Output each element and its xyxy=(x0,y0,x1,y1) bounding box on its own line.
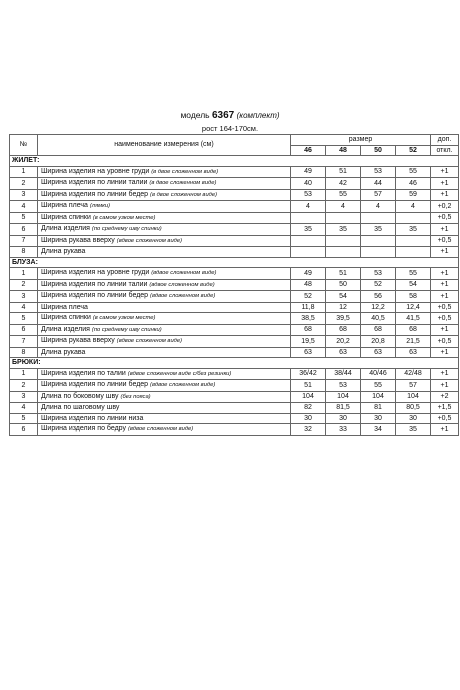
size-value: 30 xyxy=(361,413,396,424)
measurement-name: Длина рукава xyxy=(41,348,86,356)
size-46: 46 xyxy=(291,145,326,156)
row-number: 3 xyxy=(10,391,38,403)
measurement-name-cell xyxy=(38,302,291,313)
table-row xyxy=(10,178,459,190)
size-value xyxy=(361,247,396,258)
measurement-name-cell xyxy=(38,291,291,303)
table-row xyxy=(10,336,459,348)
measurement-name-cell xyxy=(38,424,291,436)
measurement-name: Ширина изделия по бедру xyxy=(41,425,126,432)
measurement-name-cell xyxy=(38,368,291,380)
measurement-name: Ширина изделия по линии талии xyxy=(41,280,148,288)
size-52: 52 xyxy=(396,145,431,156)
size-value: 49 xyxy=(291,268,326,280)
measurement-note: (вдвое сложенном виде) xyxy=(149,281,215,288)
measurement-note: (в двое сложенном виде) xyxy=(149,180,217,186)
measurement-name: Длина рукава xyxy=(41,248,86,255)
tolerance-value: +0,5 xyxy=(431,212,459,224)
size-value: 53 xyxy=(361,268,396,280)
measurement-name: Ширина рукава вверху xyxy=(41,236,115,244)
table-row xyxy=(10,403,459,414)
measurement-name: Ширина изделия по линии бедер xyxy=(41,292,149,299)
measurement-name: Ширина спинки xyxy=(41,314,91,321)
size-value: 30 xyxy=(396,413,431,424)
size-value: 104 xyxy=(396,391,431,403)
size-value: 51 xyxy=(326,268,361,280)
measurement-name-cell xyxy=(38,189,291,201)
size-value: 40 xyxy=(291,178,326,190)
table-row xyxy=(10,189,459,201)
size-value: 52 xyxy=(361,279,396,291)
size-value: 38/44 xyxy=(326,368,361,380)
table-row xyxy=(10,279,459,291)
measurement-name-cell xyxy=(38,235,291,247)
size-value: 20,8 xyxy=(361,336,396,348)
size-value: 4 xyxy=(291,201,326,213)
measurement-name: Ширина изделия по линии низа xyxy=(41,414,144,422)
measurement-name-cell xyxy=(38,224,291,236)
col-size-header: размер xyxy=(291,135,431,146)
measurement-name: Ширина рукава вверху xyxy=(41,337,115,344)
measurement-name-cell xyxy=(38,391,291,403)
measurement-name: Ширина изделия на уровне груди xyxy=(41,167,150,175)
size-value: 104 xyxy=(361,391,396,403)
size-value xyxy=(291,247,326,258)
size-value xyxy=(361,235,396,247)
tolerance-value: +0,5 xyxy=(431,413,459,424)
table-row xyxy=(10,324,459,336)
measurement-name: Длина изделия xyxy=(41,225,90,232)
row-number: 8 xyxy=(10,247,38,258)
col-tol-header-1: доп. xyxy=(431,135,459,146)
measurement-note: (вдвое сложенном виде) xyxy=(151,270,217,276)
row-number: 1 xyxy=(10,268,38,280)
size-value xyxy=(291,212,326,224)
size-value: 54 xyxy=(326,291,361,303)
size-value: 63 xyxy=(361,347,396,358)
row-number: 6 xyxy=(10,324,38,336)
size-value: 63 xyxy=(326,347,361,358)
size-value: 80,5 xyxy=(396,403,431,414)
table-row xyxy=(10,247,459,258)
measurement-name-cell xyxy=(38,178,291,190)
measurements-table xyxy=(9,134,459,436)
table-row xyxy=(10,235,459,247)
size-value: 42 xyxy=(326,178,361,190)
size-value xyxy=(396,235,431,247)
table-row xyxy=(10,424,459,436)
height-range: рост 164-170см. xyxy=(201,124,259,133)
measurement-name: Ширина плеча xyxy=(41,303,88,311)
measurement-note: (вдвое сложенном виде) xyxy=(116,338,183,344)
size-value: 49 xyxy=(291,166,326,178)
size-value: 59 xyxy=(396,189,431,201)
row-number: 4 xyxy=(10,302,38,313)
size-value: 21,5 xyxy=(396,336,431,348)
size-value: 55 xyxy=(326,189,361,201)
tolerance-value: +1 xyxy=(431,380,459,392)
size-value: 53 xyxy=(291,189,326,201)
size-value: 33 xyxy=(326,424,361,436)
size-value: 12,4 xyxy=(396,302,431,313)
measurement-name-cell xyxy=(38,268,291,280)
size-value xyxy=(396,247,431,258)
row-number: 3 xyxy=(10,189,38,201)
measurement-name-cell xyxy=(38,324,291,336)
measurement-name-cell xyxy=(38,380,291,392)
table-row xyxy=(10,347,459,358)
tolerance-value: +1 xyxy=(431,424,459,436)
col-name-header: наименование измерения (см) xyxy=(38,135,291,156)
measurement-name-cell xyxy=(38,347,291,358)
size-value: 51 xyxy=(326,166,361,178)
size-value: 4 xyxy=(326,201,361,213)
row-number: 5 xyxy=(10,413,38,424)
measurement-name-cell xyxy=(38,212,291,224)
size-value: 35 xyxy=(396,224,431,236)
col-tol-header-2: откл. xyxy=(431,145,459,156)
measurement-name-cell xyxy=(38,201,291,213)
size-value: 104 xyxy=(326,391,361,403)
size-value: 68 xyxy=(326,324,361,336)
tolerance-value: +2 xyxy=(431,391,459,403)
size-value: 35 xyxy=(291,224,326,236)
size-value: 4 xyxy=(396,201,431,213)
table-row xyxy=(10,368,459,380)
size-value: 82 xyxy=(291,403,326,414)
table-row xyxy=(10,201,459,213)
size-value: 42/48 xyxy=(396,368,431,380)
header-row xyxy=(10,135,459,146)
row-number: 2 xyxy=(10,178,38,190)
tolerance-value: +0,5 xyxy=(431,235,459,247)
size-value: 35 xyxy=(326,224,361,236)
section-title: БЛУЗА: xyxy=(10,257,459,268)
measurement-name: Длина изделия xyxy=(41,325,90,333)
size-value: 32 xyxy=(291,424,326,436)
size-value: 34 xyxy=(361,424,396,436)
tolerance-value: +0,5 xyxy=(431,313,459,325)
size-value: 55 xyxy=(396,268,431,280)
size-value: 53 xyxy=(361,166,396,178)
measurement-note: (вдвое сложенном виде) xyxy=(150,382,216,388)
size-value: 81 xyxy=(361,403,396,414)
tolerance-value: +0,5 xyxy=(431,336,459,348)
size-value: 48 xyxy=(291,279,326,291)
size-value xyxy=(326,212,361,224)
tolerance-value: +1 xyxy=(431,347,459,358)
measurement-name-cell xyxy=(38,279,291,291)
measurement-note: (в самом узком месте) xyxy=(92,214,156,221)
table-row xyxy=(10,313,459,325)
size-value: 68 xyxy=(361,324,396,336)
measurement-name-cell xyxy=(38,247,291,258)
size-48: 48 xyxy=(326,145,361,156)
measurement-note: (вдвое сложенном виде) xyxy=(127,426,194,432)
tolerance-value: +1 xyxy=(431,291,459,303)
table-row xyxy=(10,268,459,280)
size-value: 39,5 xyxy=(326,313,361,325)
measurement-name: Ширина изделия по линии бедер xyxy=(41,190,149,198)
measurement-note: (в двое сложенном виде) xyxy=(150,191,218,198)
size-value: 56 xyxy=(361,291,396,303)
size-value: 4 xyxy=(361,201,396,213)
size-value: 55 xyxy=(396,166,431,178)
measurement-note: (в двое сложенном виде) xyxy=(151,168,219,175)
model-suffix: (комплект) xyxy=(236,111,280,120)
size-value: 30 xyxy=(326,413,361,424)
row-number: 1 xyxy=(10,166,38,178)
size-value: 36/42 xyxy=(291,368,326,380)
size-value: 40/46 xyxy=(361,368,396,380)
row-number: 6 xyxy=(10,224,38,236)
size-value: 30 xyxy=(291,413,326,424)
tolerance-value: +1 xyxy=(431,189,459,201)
table-row xyxy=(10,391,459,403)
tolerance-value: +1 xyxy=(431,247,459,258)
section-row xyxy=(10,257,459,268)
measurement-name: Ширина спинки xyxy=(41,213,91,221)
row-number: 7 xyxy=(10,336,38,348)
size-value: 35 xyxy=(361,224,396,236)
size-value: 38,5 xyxy=(291,313,326,325)
table-row xyxy=(10,224,459,236)
measurement-name: Ширина плеча xyxy=(41,202,88,209)
size-value xyxy=(291,235,326,247)
tolerance-value: +1 xyxy=(431,324,459,336)
measurement-name: Ширина изделия по талии xyxy=(41,369,126,377)
table-row xyxy=(10,380,459,392)
row-number: 4 xyxy=(10,201,38,213)
measurement-note: (вдвое сложенном виде) xyxy=(150,293,216,299)
row-number: 2 xyxy=(10,380,38,392)
tolerance-value: +1 xyxy=(431,166,459,178)
measurement-note: (без пояса) xyxy=(120,393,151,400)
measurement-name: Длина по шаговому шву xyxy=(41,404,120,411)
measurement-name-cell xyxy=(38,336,291,348)
table-row xyxy=(10,413,459,424)
measurement-name: Ширина изделия на уровне груди xyxy=(41,269,150,276)
row-number: 3 xyxy=(10,291,38,303)
model-title xyxy=(0,110,460,121)
tolerance-value: +1 xyxy=(431,268,459,280)
measurement-note: (по среднему шву спинки) xyxy=(91,226,162,232)
size-value: 46 xyxy=(396,178,431,190)
measurement-name: Ширина изделия по линии бедер xyxy=(41,381,149,388)
size-value: 20,2 xyxy=(326,336,361,348)
size-value: 51 xyxy=(291,380,326,392)
size-value: 41,5 xyxy=(396,313,431,325)
size-value: 12,2 xyxy=(361,302,396,313)
row-number: 4 xyxy=(10,403,38,414)
size-value xyxy=(361,212,396,224)
col-no-header: № xyxy=(10,135,38,156)
table-row xyxy=(10,291,459,303)
tolerance-value: +1 xyxy=(431,178,459,190)
size-value: 50 xyxy=(326,279,361,291)
size-value: 58 xyxy=(396,291,431,303)
measurement-note: (лямки) xyxy=(89,203,111,209)
tolerance-value: +0,2 xyxy=(431,201,459,213)
tolerance-value: +1 xyxy=(431,368,459,380)
tolerance-value: +1,5 xyxy=(431,403,459,414)
size-value: 68 xyxy=(291,324,326,336)
size-value: 35 xyxy=(396,424,431,436)
size-value: 11,8 xyxy=(291,302,326,313)
size-value: 63 xyxy=(396,347,431,358)
tolerance-value: +1 xyxy=(431,279,459,291)
measurement-name-cell xyxy=(38,166,291,178)
table-row xyxy=(10,212,459,224)
row-number: 1 xyxy=(10,368,38,380)
model-number: 6367 xyxy=(212,110,235,121)
measurement-name-cell xyxy=(38,413,291,424)
size-value xyxy=(326,235,361,247)
measurement-note: (по среднему шву спинки) xyxy=(91,326,162,333)
size-value: 12 xyxy=(326,302,361,313)
size-50: 50 xyxy=(361,145,396,156)
size-value xyxy=(326,247,361,258)
size-value: 55 xyxy=(361,380,396,392)
row-number: 6 xyxy=(10,424,38,436)
row-number: 5 xyxy=(10,212,38,224)
size-value: 19,5 xyxy=(291,336,326,348)
size-value: 52 xyxy=(291,291,326,303)
measurement-name-cell xyxy=(38,403,291,414)
size-value xyxy=(396,212,431,224)
size-value: 57 xyxy=(361,189,396,201)
measurement-note: (вдвое сложенном виде с/без резинки) xyxy=(127,370,232,377)
tolerance-value: +0,5 xyxy=(431,302,459,313)
section-title: БРЮКИ: xyxy=(10,358,459,369)
model-prefix: модель xyxy=(180,110,210,120)
measurement-note: (в самом узком месте) xyxy=(92,315,156,321)
size-value: 104 xyxy=(291,391,326,403)
row-number: 5 xyxy=(10,313,38,325)
row-number: 2 xyxy=(10,279,38,291)
table-row xyxy=(10,166,459,178)
measurement-name: Ширина изделия по линии талии xyxy=(41,179,148,186)
size-value: 44 xyxy=(361,178,396,190)
section-row xyxy=(10,358,459,369)
size-value: 63 xyxy=(291,347,326,358)
tolerance-value: +1 xyxy=(431,224,459,236)
measurement-name-cell xyxy=(38,313,291,325)
measurement-note: (вдвое сложенном виде) xyxy=(116,237,183,244)
size-value: 81,5 xyxy=(326,403,361,414)
size-value: 40,5 xyxy=(361,313,396,325)
size-value: 68 xyxy=(396,324,431,336)
size-value: 57 xyxy=(396,380,431,392)
size-value: 54 xyxy=(396,279,431,291)
size-value: 53 xyxy=(326,380,361,392)
table-row xyxy=(10,302,459,313)
section-title: ЖИЛЕТ: xyxy=(10,156,459,167)
section-row xyxy=(10,156,459,167)
row-number: 7 xyxy=(10,235,38,247)
row-number: 8 xyxy=(10,347,38,358)
measurement-name: Длина по боковому шву xyxy=(41,392,119,400)
